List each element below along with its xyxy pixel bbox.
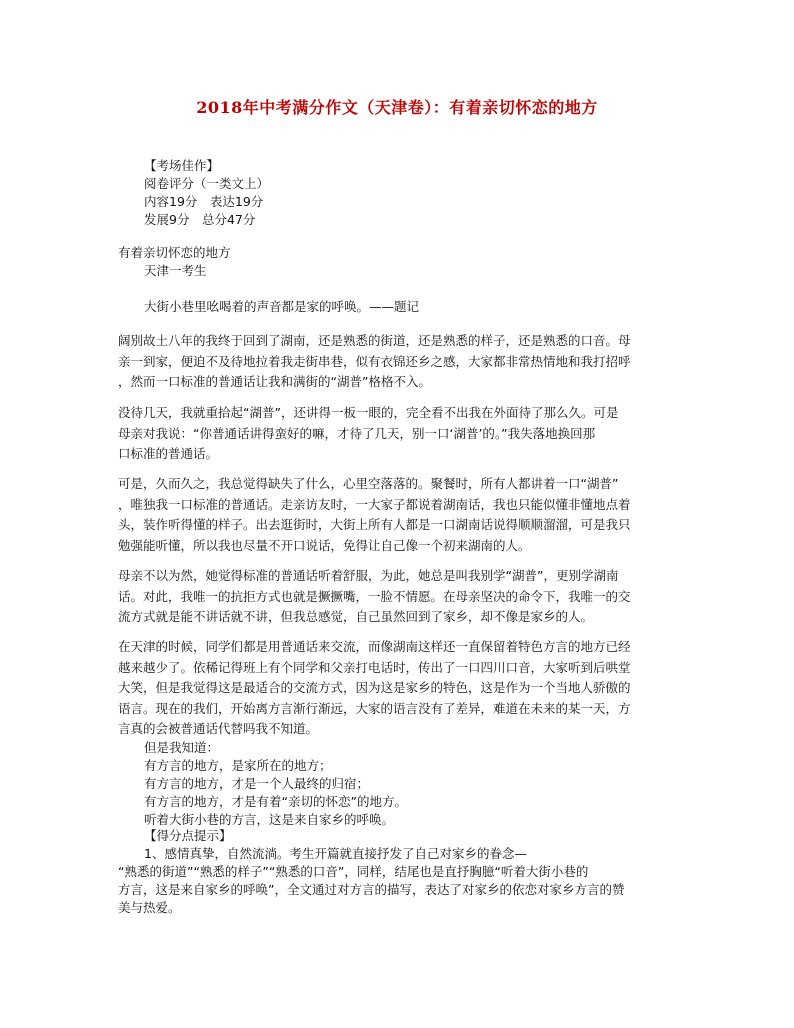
document-title: 2018年中考满分作文（天津卷）：有着亲切怀恋的地方 [196, 98, 598, 117]
paragraph-line: ，唯独我一口标准的普通话。走亲访友时，一大家子都说着湖南话，我也只能似懂非懂地点着 [118, 496, 631, 512]
paragraph-line: 母亲不以为然，她觉得标准的普通话听着舒服，为此，她总是叫我别学“湖普”，更别学湖南 [118, 568, 619, 583]
paragraph-line: 语言。现在的我们，开始离方言渐行渐远，大家的语言没有了差异，难道在未来的某一天，方 [118, 700, 631, 716]
epigraph-text: 大街小巷里吆喝着的声音都是家的呼唤。——题记 [144, 299, 420, 314]
essay-title: 有着亲切怀恋的地方 [118, 245, 231, 260]
paragraph-line: 越来越少了。依稀记得班上有个同学和父亲打电话时，传出了一口四川口音，大家听到后哄堂 [118, 659, 631, 675]
score-heading: 【考场佳作】 [144, 158, 220, 173]
essay-author: 天津一考生 [144, 263, 207, 278]
tips-line: 1、感情真挚，自然流淌。考生开篇就直接抒发了自己对家乡的眷念— [144, 846, 527, 861]
essay-header [118, 244, 684, 280]
essay-paragraph [118, 566, 684, 628]
paragraph-line: 话。对此，我唯一的抗拒方式也就是撅撅嘴，一脸不情愿。在母亲坚决的命令下，我唯一的交 [118, 588, 631, 604]
closing-line: 但是我知道： [144, 740, 220, 755]
score-section [118, 157, 684, 229]
score-line: 内容19分 表达19分 [144, 194, 264, 209]
tips-section [118, 827, 684, 917]
essay-paragraph [118, 331, 684, 393]
closing-line: 有方言的地方，才是有着“亲切的怀恋”的地方。 [144, 794, 407, 809]
essay-paragraph [118, 637, 684, 740]
paragraph-line: 在天津的时候，同学们都是用普通话来交流，而像湖南这样还一直保留着特色方言的地方已经 [118, 639, 631, 654]
score-line: 发展9分 总分47分 [144, 212, 256, 227]
tips-line: 美与热爱。 [118, 900, 181, 915]
closing-line: 有方言的地方，才是一个人最终的归宿； [144, 776, 370, 791]
paragraph-line: 没待几天，我就重拾起“湖普”，还讲得一板一眼的，完全看不出我在外面待了那么久。可是 [118, 405, 619, 420]
paragraph-line: ，然而一口标准的普通话让我和满街的“湖普”格格不入。 [118, 374, 431, 389]
paragraph-line: 大笑，但是我觉得这是最适合的交流方式，因为这是家乡的特色，这是作为一个当地人骄傲的 [118, 680, 631, 695]
paragraph-line: 口标准的普通话。 [118, 446, 219, 461]
closing-line: 有方言的地方，是家所在的地方； [144, 758, 332, 773]
paragraph-line: 头，装作听得懂的样子。出去逛街时，大街上所有人都是一口湖南话说得顺顺溜溜，可是我只 [118, 517, 631, 532]
closing-section [118, 739, 684, 829]
paragraph-line: 流方式就是能不讲话就不讲，但我总感觉，自己虽然回到了家乡，却不像是家乡的人。 [118, 609, 594, 624]
tips-heading: 【得分点提示】 [144, 828, 232, 843]
paragraph-line: 可是，久而久之，我总觉得缺失了什么，心里空落落的。聚餐时，所有人都讲着一口“湖普” [118, 476, 619, 491]
paragraph-line: 言真的会被普通话代替吗我不知道。 [118, 721, 319, 736]
epigraph [118, 298, 684, 316]
tips-line: “熟悉的街道”“熟悉的样子”“熟悉的口音”，同样，结尾也是直抒胸臆“听着大街小巷的 [118, 864, 589, 879]
paragraph-line: 亲一到家，便迫不及待地拉着我走街串巷，似有衣锦还乡之感，大家都非常热情地和我打招呼 [118, 353, 631, 369]
score-line: 阅卷评分（一类文上） [144, 176, 270, 191]
paragraph-line: 勉强能听懂，所以我也尽量不开口说话，免得让自己像一个初来湖南的人。 [118, 537, 531, 553]
tips-line: 方言，这是来自家乡的呼唤”，全文通过对方言的描写，表达了对家乡的依恋对家乡方言的赞 [118, 882, 625, 897]
paragraph-line: 母亲对我说：“你普通话讲得蛮好的嘛，才待了几天，别一口‘湖普’的。”我失落地换回那 [118, 425, 596, 441]
essay-paragraph [118, 474, 684, 556]
closing-line: 听着大街小巷的方言，这是来自家乡的呼唤。 [144, 812, 395, 827]
paragraph-line: 阔别故土八年的我终于回到了湖南，还是熟悉的街道，还是熟悉的样子，还是熟悉的口音。母 [118, 333, 631, 348]
essay-paragraph [118, 403, 684, 465]
